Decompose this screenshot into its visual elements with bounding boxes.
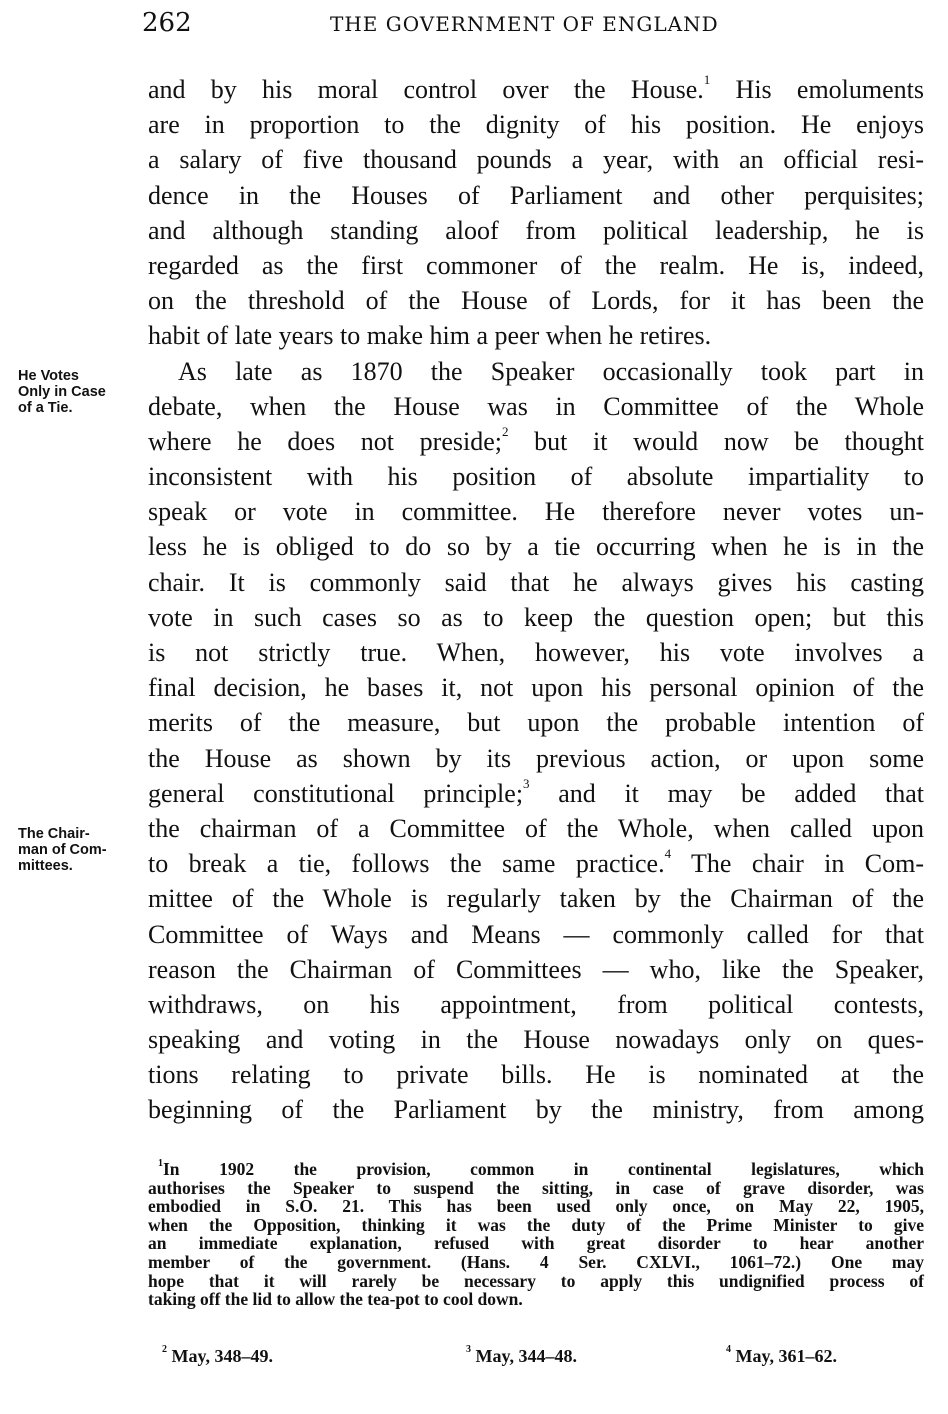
text-line: merits of the measure, but upon the probable intention of <box>148 708 924 738</box>
footnote-mark: 3 <box>523 775 530 791</box>
footnote-mark: 1 <box>703 72 711 87</box>
footnote-line: hope that it will rarely be necessary to apply this undignified process of <box>148 1270 924 1291</box>
text-line: and although standing aloof from political leadership, he is <box>148 215 924 245</box>
footnote-line: an immediate explanation, refused with great disorder to hear another <box>148 1233 924 1254</box>
margin-note-line: Only in Case <box>18 384 106 400</box>
footnote-mark: 2 <box>501 423 509 439</box>
footnote-line: $^1$In 1902 the provision, common in continental legislatures, which <box>158 1158 924 1179</box>
margin-note-line: mittees. <box>18 858 73 874</box>
text-line: withdraws, on his appointment, from political contests, <box>148 989 924 1019</box>
footnote-references <box>148 1346 924 1368</box>
text-line: As late as 1870 the Speaker occasionally took part in <box>178 356 924 386</box>
text-line: inconsistent with his position of absolute impartiality to <box>148 462 924 492</box>
footnote-ref-4: $^4$ May, 361–62. <box>726 1344 837 1366</box>
text-line: are in proportion to the dignity of his position. He enjoys <box>148 110 924 140</box>
footnote-line: taking off the lid to allow the tea-pot to cool down. <box>148 1289 523 1310</box>
text-line: a salary of five thousand pounds a year, with an official resi- <box>148 145 924 175</box>
page-number: 262 <box>142 8 192 38</box>
text-line: regarded as the first commoner of the realm. He is, indeed, <box>148 250 924 280</box>
text-line: Committee of Ways and Means — commonly called for that <box>148 919 924 949</box>
text-line: general constitutional principle;$^3$ and it may be added that <box>148 775 924 808</box>
text-line: speaking and voting in the House nowadays only on ques- <box>148 1025 924 1055</box>
text-line: beginning of the Parliament by the ministry, from among <box>148 1095 924 1125</box>
footnote-line: embodied in S.O. 21. This has been used only once, on May 22, 1905, <box>148 1196 924 1217</box>
text-line: on the threshold of the House of Lords, for it has been the <box>148 286 924 316</box>
text-line: the House as shown by its previous action, or upon some <box>148 743 924 773</box>
margin-note-line: The Chair- <box>18 826 90 842</box>
text-line: the chairman of a Committee of the Whole, when called upon <box>148 813 924 843</box>
text-line: dence in the Houses of Parliament and other perquisites; <box>148 180 924 210</box>
text-line: vote in such cases so as to keep the question open; but this <box>148 602 924 632</box>
text-line: where he does not preside;$^2$ but it would now be thought <box>148 423 924 456</box>
text-line: is not strictly true. When, however, his vote involves a <box>148 638 924 667</box>
footnote-mark: 4 <box>664 846 672 862</box>
footnote-ref-3: $^3$ May, 344–48. <box>466 1344 577 1366</box>
margin-note-speaker-votes <box>18 368 136 416</box>
text-line: reason the Chairman of Committees — who, like the Speaker, <box>148 954 924 984</box>
margin-note-line: He Votes <box>18 368 79 384</box>
running-title: THE GOVERNMENT OF ENGLAND <box>330 12 719 36</box>
margin-note-chairman <box>18 826 136 874</box>
text-line: debate, when the House was in Committee of the Whole <box>148 391 924 421</box>
text-line: less he is obliged to do so by a tie occurring when he is in the <box>148 532 924 562</box>
text-line: speak or vote in committee. He therefore never votes un- <box>148 497 924 527</box>
footnote-line: member of the government. (Hans. 4 Ser. CXLVI., 1061–72.) One may <box>148 1251 924 1272</box>
text-line: mittee of the Whole is regularly taken by the Chairman of the <box>148 884 924 914</box>
text-line: tions relating to private bills. He is nominated at the <box>148 1060 924 1090</box>
footnote-ref-2: $^2$ May, 348–49. <box>162 1344 273 1366</box>
footnote-number: 1 <box>158 1158 163 1169</box>
footnote-line: when the Opposition, thinking it was the duty of the Prime Minister to give <box>148 1214 924 1235</box>
text-line: habit of late years to make him a peer when he retires. <box>148 321 712 351</box>
text-line: final decision, he bases it, not upon his personal opinion of the <box>148 673 924 703</box>
margin-note-line: of a Tie. <box>18 400 73 416</box>
text-line: chair. It is commonly said that he always gives his casting <box>148 567 924 597</box>
margin-note-line: man of Com- <box>18 842 107 858</box>
footnote-line: authorises the Speaker to suspend the sitting, in case of grave disorder, was <box>148 1177 924 1198</box>
page-header <box>0 8 948 42</box>
text-line: and by his moral control over the House.$^1$ His emoluments <box>148 72 924 104</box>
footnote-1 <box>148 1160 924 1309</box>
body-text <box>148 72 924 1128</box>
text-line: to break a tie, follows the same practice.$^4$ The chair in Com- <box>148 846 924 879</box>
